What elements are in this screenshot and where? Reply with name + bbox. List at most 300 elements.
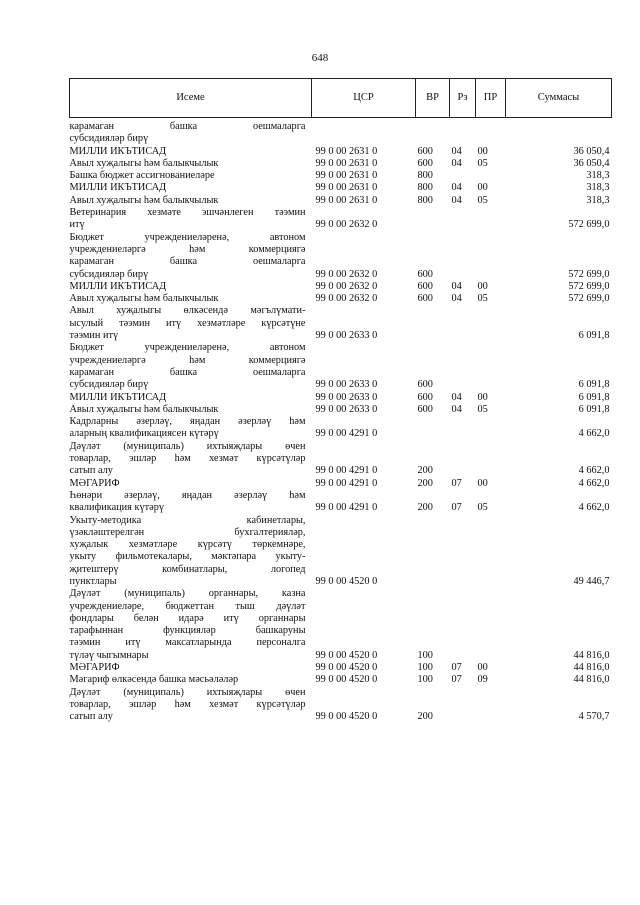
table-row [70,133,612,145]
cell-name: Дәүләт (муниципаль) ихтыяҗлары өчен [69,686,306,698]
table-row [70,281,612,293]
cell-sum [506,207,612,219]
cell-rz [450,588,476,600]
cell-pr [476,539,506,551]
cell-sum [506,416,612,428]
cell-name: карамаган башка оешмаларга [69,366,306,378]
cell-rz [450,601,476,613]
budget-table [69,78,612,724]
cell-rz: 04 [451,182,462,194]
table-row [70,625,612,637]
cell-csr [312,637,416,649]
cell-sum [506,490,612,502]
table-row [70,564,612,576]
cell-rz [450,428,476,440]
cell-vr [416,133,450,145]
cell-rz: 07 [451,477,462,489]
cell-name: Дәүләт (муниципаль) ихтыяҗлары өчен [69,440,306,452]
cell-rz [450,121,476,133]
table-row [70,170,612,182]
cell-rz [450,256,476,268]
cell-rz [450,527,476,539]
cell-rz [450,564,476,576]
table-row [70,650,612,662]
cell-csr [312,613,416,625]
table-row [70,502,612,514]
cell-csr: 99 0 00 4291 0 [315,502,378,514]
cell-csr [312,305,416,317]
table-row [70,379,612,391]
cell-sum [506,355,612,367]
cell-vr [416,318,450,330]
header-rz: Рз [450,79,476,118]
cell-rz [450,342,476,354]
cell-pr [476,330,506,342]
cell-name: җитештерү комбинатлары, логопед [69,563,306,575]
cell-sum: 44 816,0 [573,662,610,674]
table-row [70,551,612,563]
cell-name: МИЛЛИ ИКЪТИСАД [69,391,167,403]
cell-name: Авыл хуҗалыгы өлкәсендә мәгълүмати- [69,305,306,317]
cell-vr [416,637,450,649]
cell-name: Авыл хуҗалыгы һәм балыкчылык [69,157,219,169]
cell-csr: 99 0 00 2632 0 [315,293,378,305]
cell-rz: 04 [451,391,462,403]
cell-name: тәэмин итү [69,330,119,342]
table-row [70,527,612,539]
cell-name: сатып алу [69,711,113,723]
cell-vr: 600 [417,379,433,391]
cell-pr [476,428,506,440]
cell-rz [450,465,476,477]
table-row [70,674,612,686]
table-row [70,588,612,600]
cell-name: Авыл хуҗалыгы һәм балыкчылык [69,403,219,415]
cell-name: субсидияләр бирү [69,379,149,391]
cell-name: хуҗалык хезмәтләре күрсәтү төркемнәре, [69,539,306,551]
cell-vr [416,232,450,244]
cell-sum: 6 091,8 [578,379,610,391]
cell-name: МИЛЛИ ИКЪТИСАД [69,145,167,157]
table-row [70,330,612,342]
cell-sum [506,625,612,637]
cell-sum: 49 446,7 [573,575,610,587]
cell-vr: 600 [417,268,433,280]
cell-vr [416,121,450,133]
cell-name: тарафыннан функцияләр башкаруны [69,625,306,637]
cell-pr [476,133,506,145]
cell-csr [312,551,416,563]
cell-rz: 07 [451,674,462,686]
table-row [70,392,612,404]
cell-name: Башка бюджет ассигнованиеләре [69,170,215,182]
cell-vr [416,699,450,711]
cell-rz [450,367,476,379]
table-row [70,318,612,330]
cell-sum [506,453,612,465]
cell-name: товарлар, эшләр һәм хезмәт күрсәтүләр [69,698,306,710]
cell-sum: 36 050,4 [573,157,610,169]
table-row [70,342,612,354]
cell-name: Бюджет учреждениеләренә, автоном [69,342,306,354]
cell-sum: 6 091,8 [578,330,610,342]
cell-sum [506,601,612,613]
cell-name: итү [69,219,85,231]
cell-sum [506,367,612,379]
cell-name: МӘГАРИФ [69,662,120,674]
cell-name: аларның квалификациясен күтәрү [69,428,219,440]
table-row [70,416,612,428]
cell-csr: 99 0 00 2632 0 [315,268,378,280]
cell-vr: 800 [417,182,433,194]
cell-csr [312,588,416,600]
cell-vr [416,551,450,563]
cell-pr: 00 [477,662,488,674]
cell-rz [450,576,476,588]
cell-vr [416,367,450,379]
cell-vr [416,490,450,502]
cell-csr: 99 0 00 4291 0 [315,477,378,489]
cell-vr [416,687,450,699]
page-number: 648 [311,52,329,64]
cell-sum: 44 816,0 [573,674,610,686]
cell-vr [416,207,450,219]
cell-csr: 99 0 00 2633 0 [315,403,378,415]
cell-csr [312,256,416,268]
cell-sum: 6 091,8 [578,403,610,415]
cell-rz [450,515,476,527]
cell-pr [476,342,506,354]
table-row [70,232,612,244]
table-header [70,79,612,118]
cell-vr [416,342,450,354]
cell-csr [312,687,416,699]
header-vr: ВР [416,79,450,118]
cell-vr [416,219,450,231]
cell-sum [506,133,612,145]
cell-vr: 600 [417,157,433,169]
table-row [70,711,612,723]
cell-name: үзәкләштерелгән бухгалтерияләр, [69,526,306,538]
cell-name: МӘГАРИФ [69,477,120,489]
cell-name: карамаган башка оешмаларга [69,256,306,268]
cell-vr: 600 [417,293,433,305]
table-row [70,293,612,305]
cell-vr: 600 [417,280,433,292]
cell-sum: 572 699,0 [568,280,610,292]
cell-sum: 44 816,0 [573,649,610,661]
cell-name: Авыл хуҗалыгы һәм балыкчылык [69,293,219,305]
cell-vr: 800 [417,170,433,182]
cell-csr [312,355,416,367]
cell-vr: 600 [417,391,433,403]
cell-csr: 99 0 00 2632 0 [315,280,378,292]
cell-sum [506,232,612,244]
cell-name: Һөнәри әзерләү, яңадан әзерләү һәм [69,489,306,501]
cell-csr: 99 0 00 2631 0 [315,182,378,194]
cell-sum [506,527,612,539]
cell-pr [476,379,506,391]
cell-name: карамаган башка оешмаларга [69,121,306,132]
cell-pr [476,318,506,330]
cell-csr: 99 0 00 4520 0 [315,575,378,587]
cell-rz [450,207,476,219]
cell-rz: 04 [451,403,462,415]
cell-csr [312,441,416,453]
cell-sum: 4 662,0 [578,465,610,477]
cell-name: ысулый тәэмин итү хезмәтләре күрсәтүне [69,317,306,329]
cell-vr [416,576,450,588]
cell-sum: 318,3 [586,194,610,206]
table-row [70,158,612,170]
cell-pr [476,244,506,256]
cell-csr [312,232,416,244]
table-row [70,453,612,465]
cell-name: Мәгариф өлкәсендә башка мәсьәләләр [69,674,239,686]
cell-pr [476,465,506,477]
table-row [70,441,612,453]
cell-csr: 99 0 00 2631 0 [315,194,378,206]
cell-rz [450,441,476,453]
table-row [70,428,612,440]
cell-pr: 05 [477,403,488,415]
cell-csr [312,699,416,711]
table-row [70,219,612,231]
cell-name: Укыту-методика кабинетлары, [69,514,306,526]
cell-sum [506,637,612,649]
cell-pr [476,515,506,527]
cell-pr: 00 [477,145,488,157]
cell-pr [476,269,506,281]
cell-pr [476,625,506,637]
cell-sum [506,256,612,268]
cell-vr [416,428,450,440]
cell-rz [450,269,476,281]
cell-sum: 36 050,4 [573,145,610,157]
cell-rz [450,490,476,502]
table-row [70,687,612,699]
cell-rz [450,318,476,330]
cell-name: квалификация күтәрү [69,502,164,514]
cell-vr [416,588,450,600]
cell-csr [312,416,416,428]
cell-rz: 04 [451,194,462,206]
table-row [70,601,612,613]
cell-sum: 4 662,0 [578,428,610,440]
cell-name: фондлары белән идарә итү органнары [69,612,306,624]
table-row [70,637,612,649]
table-row [70,465,612,477]
cell-vr: 800 [417,194,433,206]
cell-csr [312,207,416,219]
table-row [70,146,612,158]
cell-name: учреждениеләре, бюджеттан тыш дәүләт [69,600,306,612]
cell-rz: 07 [451,502,462,514]
cell-csr: 99 0 00 4520 0 [315,711,378,723]
cell-pr [476,453,506,465]
cell-vr: 200 [417,502,433,514]
cell-vr [416,539,450,551]
cell-csr: 99 0 00 2633 0 [315,379,378,391]
table-row [70,305,612,317]
cell-sum [506,588,612,600]
cell-csr [312,601,416,613]
cell-pr [476,490,506,502]
cell-vr [416,305,450,317]
cell-csr: 99 0 00 2633 0 [315,330,378,342]
header-name: Исеме [70,79,312,118]
cell-rz [450,613,476,625]
cell-name: МИЛЛИ ИКЪТИСАД [69,280,167,292]
cell-name: учреждениеләргә һәм коммерциягә [69,354,306,366]
table-row [70,367,612,379]
table-row [70,613,612,625]
cell-csr [312,490,416,502]
cell-pr [476,699,506,711]
cell-sum [506,515,612,527]
cell-name: түләү чыгымнары [69,649,149,661]
cell-vr [416,453,450,465]
cell-sum [506,305,612,317]
cell-csr: 99 0 00 2631 0 [315,170,378,182]
cell-vr: 100 [417,674,433,686]
table-row [70,182,612,194]
cell-rz [450,232,476,244]
cell-sum: 572 699,0 [568,219,610,231]
cell-rz [450,305,476,317]
cell-name: Ветеринария хезмәте эшчәнлеген тәэмин [69,207,306,219]
cell-rz [450,637,476,649]
cell-csr: 99 0 00 4291 0 [315,465,378,477]
cell-sum: 572 699,0 [568,293,610,305]
cell-sum: 572 699,0 [568,268,610,280]
cell-sum: 318,3 [586,170,610,182]
cell-sum: 6 091,8 [578,391,610,403]
cell-sum: 4 662,0 [578,502,610,514]
cell-pr [476,588,506,600]
cell-rz [450,355,476,367]
table-row [70,662,612,674]
cell-rz: 04 [451,157,462,169]
cell-pr: 09 [477,674,488,686]
cell-vr [416,355,450,367]
cell-csr [312,515,416,527]
cell-rz: 04 [451,280,462,292]
cell-name: сатып алу [69,465,113,477]
cell-vr [416,601,450,613]
cell-name: Дәүләт (муниципаль) органнары, казна [69,588,306,600]
cell-sum [506,699,612,711]
table-row [70,539,612,551]
cell-pr [476,711,506,723]
cell-name: товарлар, эшләр һәм хезмәт күрсәтүләр [69,453,306,465]
cell-vr [416,564,450,576]
cell-rz [450,699,476,711]
cell-name: МИЛЛИ ИКЪТИСАД [69,182,167,194]
cell-rz: 07 [451,662,462,674]
cell-vr [416,625,450,637]
cell-rz [450,244,476,256]
table-row [70,355,612,367]
cell-vr [416,515,450,527]
cell-sum [506,441,612,453]
budget-table-container [69,78,611,724]
cell-pr: 05 [477,293,488,305]
cell-pr [476,564,506,576]
table-row [70,256,612,268]
cell-name: Кадрларны әзерләү, яңадан әзерләү һәм [69,416,306,428]
cell-csr [312,133,416,145]
cell-vr: 100 [417,662,433,674]
cell-sum [506,342,612,354]
table-row [70,207,612,219]
cell-pr [476,601,506,613]
cell-pr [476,207,506,219]
cell-pr [476,305,506,317]
cell-pr [476,232,506,244]
cell-pr [476,170,506,182]
cell-csr [312,367,416,379]
cell-vr [416,244,450,256]
cell-vr [416,613,450,625]
cell-sum: 4 662,0 [578,477,610,489]
cell-name: пунктлары [69,575,117,587]
cell-name: субсидияләр бирү [69,268,149,280]
table-row [70,576,612,588]
cell-pr [476,256,506,268]
cell-pr [476,355,506,367]
cell-vr [416,330,450,342]
table-row [70,404,612,416]
cell-csr [312,342,416,354]
cell-csr: 99 0 00 2631 0 [315,157,378,169]
header-csr: ЦСР [312,79,416,118]
header-sum: Суммасы [506,79,612,118]
table-row [70,195,612,207]
cell-rz [450,539,476,551]
cell-pr [476,637,506,649]
table-row [70,269,612,281]
cell-csr [312,539,416,551]
cell-csr: 99 0 00 4520 0 [315,674,378,686]
header-pr: ПР [476,79,506,118]
cell-pr [476,416,506,428]
cell-vr [416,256,450,268]
cell-sum [506,539,612,551]
cell-rz [450,379,476,391]
cell-csr [312,527,416,539]
cell-csr [312,121,416,133]
cell-pr [476,441,506,453]
cell-sum [506,244,612,256]
cell-vr: 100 [417,649,433,661]
cell-sum [506,687,612,699]
cell-vr [416,441,450,453]
cell-pr: 00 [477,280,488,292]
cell-rz [450,687,476,699]
cell-sum [506,551,612,563]
cell-csr: 99 0 00 4520 0 [315,649,378,661]
cell-vr: 600 [417,145,433,157]
cell-csr: 99 0 00 2631 0 [315,145,378,157]
cell-pr [476,650,506,662]
cell-sum [506,564,612,576]
cell-rz [450,650,476,662]
cell-rz [450,170,476,182]
cell-pr: 00 [477,477,488,489]
table-row [70,121,612,133]
cell-sum: 318,3 [586,182,610,194]
